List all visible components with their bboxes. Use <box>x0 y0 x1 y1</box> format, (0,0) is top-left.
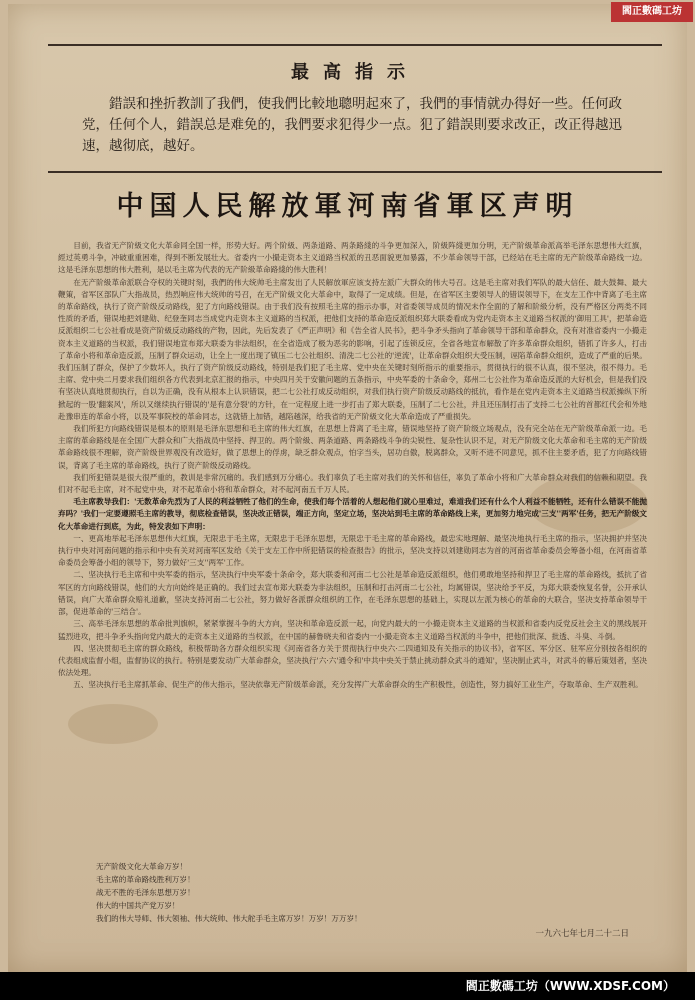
footer-watermark: 閻正數碼工坊（WWW.XDSF.COM） <box>465 979 675 993</box>
document-sheet <box>8 4 687 972</box>
supreme-directive-box <box>48 44 662 173</box>
statement-body <box>58 240 647 692</box>
paragraph: 我们所犯方向路线错误是根本的原则是毛泽东思想和毛主席的伟大红旗，在思想上背离了毛主席，错误地坚持了资产阶级立场观点，没有完全站在无产阶级革命派一边。毛主席的革命路线是在全国广大群众和广大指战员中坚持、捍卫的。两个阶級、两条道路、两条路线斗争的尖锐性、复杂性认识不足，对无产阶级文化大革命和毛主席的无产阶级革命路线很不理解，资产阶级世界观没有改造好，做了思想上的俘虏，缺乏群众观点，怕字当头，居功自傲，脱离群众，又听不进不同意见，抓不住主要矛盾，犯了方向路线错误，背离了毛主席的革命路线，执行了资产阶级反动路线。 <box>58 424 647 470</box>
paragraph: 毛主席教导我们：'无数革命先烈为了人民的利益牺牲了他们的生命，使我们每个活着的人想起他们就心里难过，难道我们还有什么个人利益不能牺牲，还有什么错误不能抛弃吗？'我们一定要遵照毛主席的教导，彻底检查错误，坚决改正错误，端正方向，坚定立场，坚决站到毛主席的革命路线上来，更加努力地完成'三支''两军'任务，把无产阶级文化大革命进行到底，为此，特发表如下声明： <box>58 497 647 531</box>
slogan: 战无不胜的毛泽东思想万岁！ <box>96 888 195 897</box>
paragraph: 二、坚决执行毛主席和中央军委的指示，坚决执行中央军委十条命令，郑大联委和河南二七公社是革命造反派组织，他们勇敢地坚持和捍卫了毛主席的革命路线，抵抗了省军区的方向路线错误，他们的大方向始终是正确的。我们过去宣布郑大联委为非法组织，压制和打击河南二七公社，均属错误，坚决给予平反，为郑大联委恢复名誉，公开承认错误，向广大革命群众赔礼道歉，坚决支持河南二七公社，努力做好各派群众组织的工作，在毛泽东思想的基础上，实现以左派为核心的革命的大联合，坚决支持革命领导干部，促进革命的'三结合'。 <box>58 570 647 617</box>
paragraph: 我们所犯错误是很大很严重的，教训是非常沉痛的。我们感到万分痛心。我们辜负了毛主席对我们的关怀和信任，辜负了革命小将和广大革命群众对我们的信赖和期望。我们对不起毛主席，对不起党中央，对不起革命小将和革命群众，对不起河南五千万人民。 <box>58 472 647 495</box>
slogan: 无产阶级文化大革命万岁！ <box>96 862 188 871</box>
watermark-logo: 閻正數碼工坊 <box>611 2 693 22</box>
slogan: 毛主席的革命路线胜利万岁！ <box>96 875 195 884</box>
slogan: 伟大的中国共产党万岁！ <box>96 901 180 910</box>
paragraph: 目前，我省无产阶級文化大革命同全国一样，形势大好。两个阶級、两条道路、两条路綫的斗争更加深入，阶級阵綫更加分明，无产阶級革命派高举毛泽东思想伟大红旗，經过英勇斗争，冲破重重困难，得到不断发展壮大。省委内一小撮走资本主义道路当权派的丑恶面貌更加暴露，不少革命领导干部，已经站在毛主席的无产阶级革命路线一边。这是毛泽东思想的伟大胜利，是以毛主席为代表的无产阶級革命路綫的伟大胜利！ <box>58 241 647 275</box>
paragraph: 三、高举毛泽东思想的革命批判旗帜，紧紧掌握斗争的大方向，坚决和革命造反派一起，向党内最大的一小撮走资本主义道路的当权派和省委内反党反社会主义的黑线展开猛烈进攻，把斗争矛头指向党内最大的走资本主义道路的当权派，在中国的赫鲁晓夫和省委内一小撮走资本主义道路当权派的斗争中，把他们批深、批透、斗臭、斗倒。 <box>58 619 647 641</box>
directive-title: 最高指示 <box>291 62 419 83</box>
document-date: 一九六七年七月二十二日 <box>535 929 629 939</box>
paragraph: 一、更高地举起毛泽东思想伟大红旗，无限忠于毛主席，无限忠于毛泽东思想，无限忠于毛主席的革命路线，最忠实地理解、最坚决地执行毛主席的指示，坚决拥护并坚决执行中央对河南问题的指示和中央有关对河南军区发给《关于支左工作中所犯错误的检查报告》的批示，坚决支持以刘建勋同志为首的河南省革命委员会筹备小组，在河南省革命委员会筹备小组的领导下，努力做好'三支''两军'工作。 <box>58 533 647 568</box>
slogan-list <box>96 860 362 925</box>
paragraph: 五、坚决执行毛主席抓革命、促生产的伟大指示，坚决依靠无产阶级革命派，充分发挥广大革命群众的生产积极性，创造性，努力搞好工业生产，夺取革命、生产双胜利。 <box>73 680 643 690</box>
slogan: 我们的伟大导师、伟大领袖、伟大统帅、伟大舵手毛主席万岁！万岁！万万岁！ <box>96 914 362 923</box>
footer-bar <box>0 972 695 1000</box>
paper-stain <box>68 704 158 744</box>
paragraph: 在无产阶級革命派联合夺权的关键时刻，我們的伟大统帅毛主席发出了人民解放軍应该支持左派广大群众的伟大号召。这是毛主席对我们军队的最大信任、最大鼓舞、最大鞭策，省军区部队广大指战员，热烈响应伟大统帅的号召，在无产阶級文化大革命中，取得了一定成绩。但是，在省军区主要领导人的错误领导下，在支左工作中背离了毛主席的革命路线，执行了资产阶级反动路线，犯了方向路线错误。由于我们没有按照毛主席的指示办事，对省委领导成员的情况未作全面的了解和阶級分析，没有严格区分两类不同性质的矛盾，错误地把刘建勋、纪登奎同志当成党内走资本主义道路的当权派，把他们支持的革命造反派组织郑大联委看成为党内走资本主义道路当权派的'御用工具'，把革命造反派组织二七公社看成是资产阶級反动路线的产物，因此，先后发表了《严正声明》和《告全省人民书》，把斗争矛头指向了革命领导干部和革命群众，没有对准省委内一小撮走资本主义道路的当权派，我们错误地宣布郑大联委为非法组织，在全省造成了极为恶劣的影响，引起了连锁反应，全省各地宣布解散了许多革命群众组织，错抓了许多人，打击了革命小将和革命造反派，压制了群众运动，让全上一度出现了镇压二七公社组织、清洗二七公社的'逆流'，让革命群众组织大受压制，诬陷革命群众组织，造成了严重的后果。我们压制了群众，保护了少数坏人，执行了资产阶级反动路线，特别是我们犯了毛主席、党中央在关键时刻所指示的重要指示，贯彻执行的很不认真，很不坚决，很不得力。毛主席、党中央二月要求我们组织各方代表到北京汇报的指示，中央四月关于安徽问题的五条指示，中央军委的十条命令，郑州二七公社作为革命造反派的大好机会，但是我们没有坚决认真地贯彻执行，自以为正确，没有从根本上认识错误，把二七公社打成反动组织，对我们执行资产阶级反动路线的抵抗，看作是在党内走资本主义道路当权派操纵下所掀起的一股'翻案风'，所以又继续执行错误的'是有意分裂'的方针，在一定程度上进一步打击了郑大联委，压制了二七公社，并且还压制打击了支持二七公社的首都红代会和外地赴豫串连的革命小将，以及军事院校的革命同志，这就错上加错，越陷越深，给我省的无产阶級文化大革命造成了严重损失。 <box>58 277 647 421</box>
paragraph: 四、坚决贯彻毛主席的群众路线，积极帮助各方群众组织实现《河南省各方关于贯彻执行中央六·二四通知及有关指示的协议书》，省军区、军分区、驻军应分别按各组织的代表组成监督小组，监督协议的执行。特别是要发动广大革命群众，坚决执行'六·六'通令和'中共中央关于禁止挑动群众武斗的通知'，坚决制止武斗，对武斗的幕后策划者，坚决依法处理。 <box>58 643 647 678</box>
directive-quote: 錯誤和挫折教訓了我們，使我們比較地聰明起來了，我們的事情就办得好一些。任何政党，任何个人，錯誤总是难免的，我們要求犯得少一点。犯了錯誤則要求改正，改正得越迅速，越彻底，越好。 <box>82 96 622 154</box>
document-title: 中国人民解放軍河南省軍区声明 <box>116 191 579 222</box>
